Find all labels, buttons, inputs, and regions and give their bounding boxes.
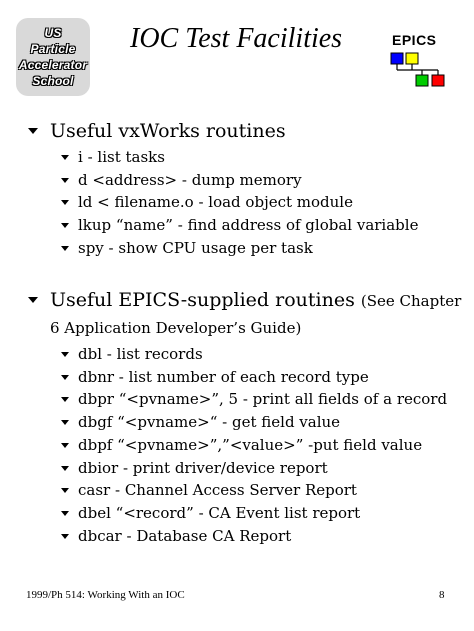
epics-yellow-box bbox=[406, 53, 418, 64]
bullet-arrow-icon bbox=[61, 200, 69, 205]
heading-note-line2: 6 Application Developer’s Guide) bbox=[50, 319, 302, 337]
list-item: dbnr - list number of each record type bbox=[78, 366, 470, 389]
bullet-arrow-icon bbox=[28, 297, 38, 303]
heading-note: (See Chapter bbox=[360, 292, 462, 310]
uspas-logo bbox=[16, 18, 90, 96]
routine-list bbox=[28, 146, 470, 260]
logo-line: Accelerator bbox=[18, 58, 88, 72]
bullet-arrow-icon bbox=[61, 223, 69, 228]
epics-red-box bbox=[432, 75, 444, 86]
bullet-arrow-icon bbox=[61, 466, 69, 471]
list-item: i - list tasks bbox=[78, 146, 470, 169]
bullet-arrow-icon bbox=[61, 534, 69, 539]
heading-text: Useful EPICS-supplied routines bbox=[50, 289, 355, 311]
logo-line: Particle bbox=[30, 42, 76, 56]
list-item: lkup “name” - find address of global variable bbox=[78, 214, 470, 237]
list-item: casr - Channel Access Server Report bbox=[78, 479, 470, 502]
list-item: d <address> - dump memory bbox=[78, 169, 470, 192]
epics-label: EPICS bbox=[392, 32, 437, 48]
list-item: dbel “<record” - CA Event list report bbox=[78, 502, 470, 525]
list-item: dbcar - Database CA Report bbox=[78, 525, 470, 548]
section-epics bbox=[28, 287, 470, 547]
bullet-arrow-icon bbox=[61, 511, 69, 516]
list-item: dbpr “<pvname>”, 5 - print all fields of a record bbox=[78, 388, 470, 411]
bullet-arrow-icon bbox=[61, 443, 69, 448]
heading-text: Useful vxWorks routines bbox=[50, 120, 286, 142]
bullet-arrow-icon bbox=[28, 128, 38, 134]
list-item: dbpf “<pvname>”,”<value>” -put field value bbox=[78, 434, 470, 457]
bullet-arrow-icon bbox=[61, 352, 69, 357]
footer-course: 1999/Ph 514: Working With an IOC bbox=[26, 589, 185, 601]
list-item: ld < filename.o - load object module bbox=[78, 191, 470, 214]
bullet-arrow-icon bbox=[61, 375, 69, 380]
page-number: 8 bbox=[439, 589, 445, 601]
section-heading bbox=[28, 287, 470, 341]
bullet-arrow-icon bbox=[61, 488, 69, 493]
list-item: dbior - print driver/device report bbox=[78, 457, 470, 480]
epics-blue-box bbox=[391, 53, 403, 64]
page-title: IOC Test Facilities bbox=[130, 23, 343, 54]
bullet-arrow-icon bbox=[61, 397, 69, 402]
epics-badge bbox=[384, 28, 454, 88]
list-item: dbgf “<pvname>“ - get field value bbox=[78, 411, 470, 434]
section-vxworks bbox=[28, 118, 470, 260]
bullet-arrow-icon bbox=[61, 155, 69, 160]
logo-line: US bbox=[44, 26, 62, 40]
epics-green-box bbox=[416, 75, 428, 86]
bullet-arrow-icon bbox=[61, 246, 69, 251]
list-item: dbl - list records bbox=[78, 343, 470, 366]
section-heading bbox=[28, 118, 470, 144]
epics-network-icon bbox=[384, 50, 454, 90]
list-item: spy - show CPU usage per task bbox=[78, 237, 470, 260]
logo-line: School bbox=[32, 74, 74, 88]
routine-list bbox=[28, 343, 470, 547]
bullet-arrow-icon bbox=[61, 420, 69, 425]
bullet-arrow-icon bbox=[61, 178, 69, 183]
